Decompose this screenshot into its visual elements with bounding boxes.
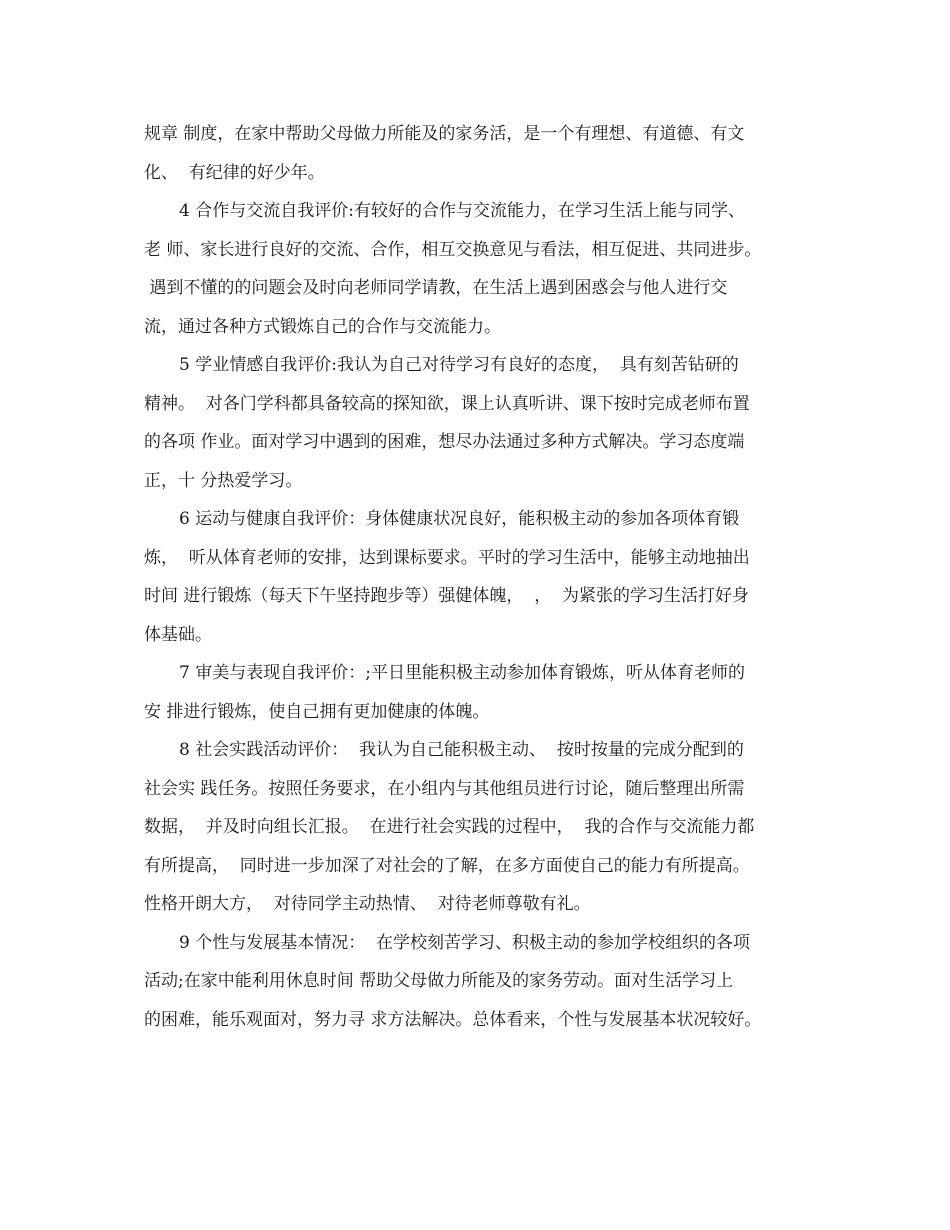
paragraph-first-line: 4 合作与交流自我评价:有较好的合作与交流能力，在学习生活上能与同学、 <box>179 201 745 221</box>
paragraph-first-line: 8 社会实践活动评价： 我认为自己能积极主动、 按时按量的完成分配到的 <box>179 740 744 760</box>
paragraph-line: 数据， 并及时向组长汇报。 在进行社会实践的过程中， 我的合作与交流能力都 <box>144 817 755 837</box>
paragraph-line: 化、 有纪律的好少年。 <box>144 162 325 183</box>
paragraph-line: 规章 制度，在家中帮助父母做力所能及的家务活，是一个有理想、有道德、有文 <box>144 124 745 144</box>
document-body <box>144 115 824 1039</box>
paragraph-line: 性格开朗大方， 对待同学主动热情、 对待老师尊敬有礼。 <box>144 894 591 914</box>
paragraph-line: 老 师、家长进行良好的交流、合作，相互交换意见与看法，相互促进、共同进步。 <box>144 239 762 260</box>
paragraph-line: 社会实 践任务。按照任务要求，在小组内与其他组员进行讨论，随后整理出所需 <box>144 778 745 799</box>
paragraph-first-line: 7 审美与表现自我评价：;平日里能积极主动参加体育锻炼，听从体育老师的 <box>179 663 745 683</box>
paragraph-line: 遇到不懂的的问题会及时向老师同学请教，在生活上遇到困惑会与他人进行交 <box>144 278 728 298</box>
paragraph-line: 时间 进行锻炼（每天下午坚持跑步等）强健体魄， ， 为紧张的学习生活打好身 <box>144 586 750 606</box>
paragraph-line: 体基础。 <box>144 624 212 645</box>
paragraph-line: 的困难，能乐观面对，努力寻 求方法解决。总体看来，个性与发展基本状况较好。 <box>144 1009 762 1030</box>
paragraph-line: 炼， 听从体育老师的安排，达到课标要求。平时的学习生活中，能够主动地抽出 <box>144 547 750 568</box>
paragraph-line: 有所提高， 同时进一步加深了对社会的了解，在多方面使自己的能力有所提高。 <box>144 855 750 876</box>
paragraph-line: 正，十 分热爱学习。 <box>144 470 303 491</box>
paragraph-line: 精神。 对各门学科都具备较高的探知欲，课上认真听讲、课下按时完成老师布置 <box>144 393 750 414</box>
paragraph-first-line: 5 学业情感自我评价:我认为自己对待学习有良好的态度， 具有刻苦钻研的 <box>179 355 739 375</box>
paragraph-line: 的各项 作业。面对学习中遇到的困难，想尽办法通过多种方式解决。学习态度端 <box>144 432 745 452</box>
paragraph-line: 活动;在家中能利用休息时间 帮助父母做力所能及的家务劳动。面对生活学习上 <box>144 971 734 991</box>
paragraph-line: 安 排进行锻炼，使自己拥有更加健康的体魄。 <box>144 701 490 722</box>
paragraph-line: 流，通过各种方式锻炼自己的合作与交流能力。 <box>144 316 501 337</box>
paragraph-first-line: 6 运动与健康自我评价：身体健康状况良好，能积极主动的参加各项体育锻 <box>179 509 740 529</box>
paragraph-first-line: 9 个性与发展基本情况： 在学校刻苦学习、积极主动的参加学校组织的各项 <box>179 932 751 953</box>
